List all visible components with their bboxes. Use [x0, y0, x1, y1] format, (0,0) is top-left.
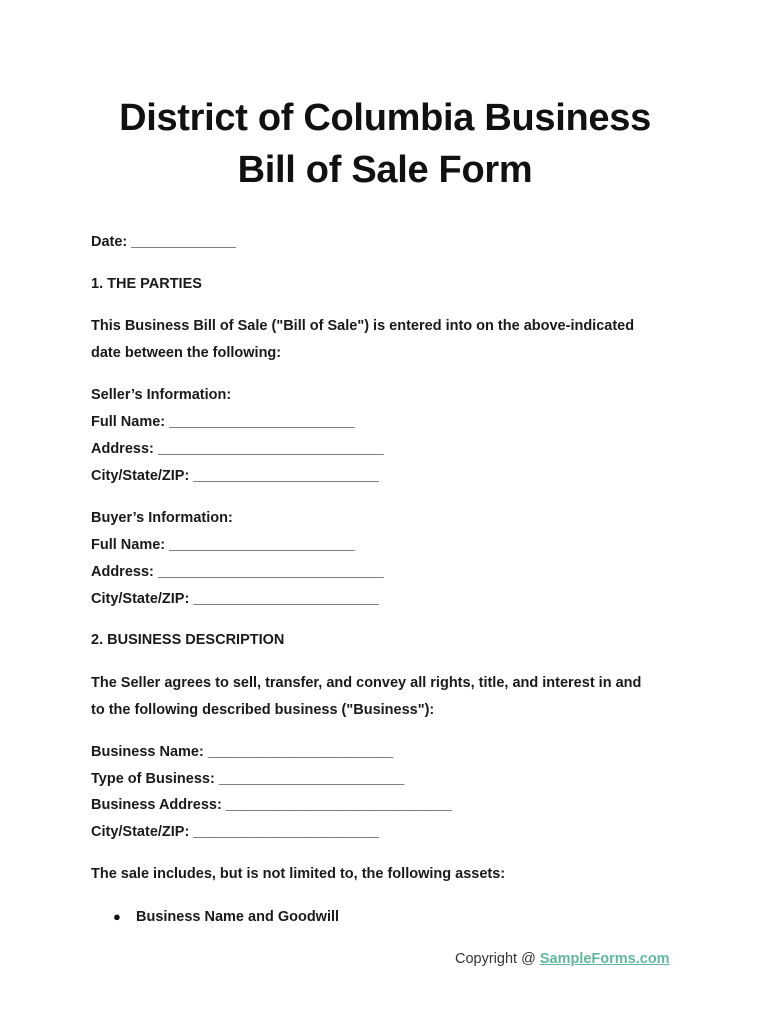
section-2-heading: 2. BUSINESS DESCRIPTION [91, 632, 285, 648]
seller-full-name-field: Full Name: _______________________ [91, 414, 355, 430]
buyer-full-name-field: Full Name: _______________________ [91, 537, 355, 553]
business-paragraph-line-1: The Seller agrees to sell, transfer, and convey all rights, title, and interest in and [91, 675, 642, 691]
brand-link[interactable]: SampleForms.com [539, 951, 670, 967]
assets-intro: The sale includes, but is not limited to, the following assets: [91, 866, 506, 882]
parties-paragraph-line-2: date between the following: [91, 345, 282, 361]
bullet-icon: ● [113, 909, 121, 924]
seller-info-heading: Seller’s Information: [91, 387, 232, 403]
section-1-heading: 1. THE PARTIES [91, 276, 202, 292]
business-name-field: Business Name: _______________________ [91, 744, 394, 760]
business-address-field: Business Address: ____________________________ [91, 797, 452, 813]
buyer-info-heading: Buyer’s Information: [91, 510, 233, 526]
buyer-city-state-zip-field: City/State/ZIP: _______________________ [91, 591, 379, 607]
business-paragraph-line-2: to the following described business ("Business"): [91, 702, 435, 718]
buyer-address-field: Address: ____________________________ [91, 564, 384, 580]
business-city-state-zip-field: City/State/ZIP: _______________________ [91, 824, 379, 840]
date-field: Date: _____________ [91, 234, 237, 250]
business-type-field: Type of Business: _______________________ [91, 771, 405, 787]
parties-paragraph-line-1: This Business Bill of Sale ("Bill of Sale") is entered into on the above-indicated [91, 318, 635, 334]
document-title-line-1: District of Columbia Business [119, 97, 651, 139]
copyright-footer [455, 950, 670, 968]
seller-city-state-zip-field: City/State/ZIP: _______________________ [91, 468, 379, 484]
document-title-line-2: Bill of Sale Form [237, 149, 533, 191]
seller-address-field: Address: ____________________________ [91, 441, 384, 457]
copyright-prefix: Copyright @ [455, 951, 540, 967]
asset-list-item: Business Name and Goodwill [136, 909, 340, 925]
